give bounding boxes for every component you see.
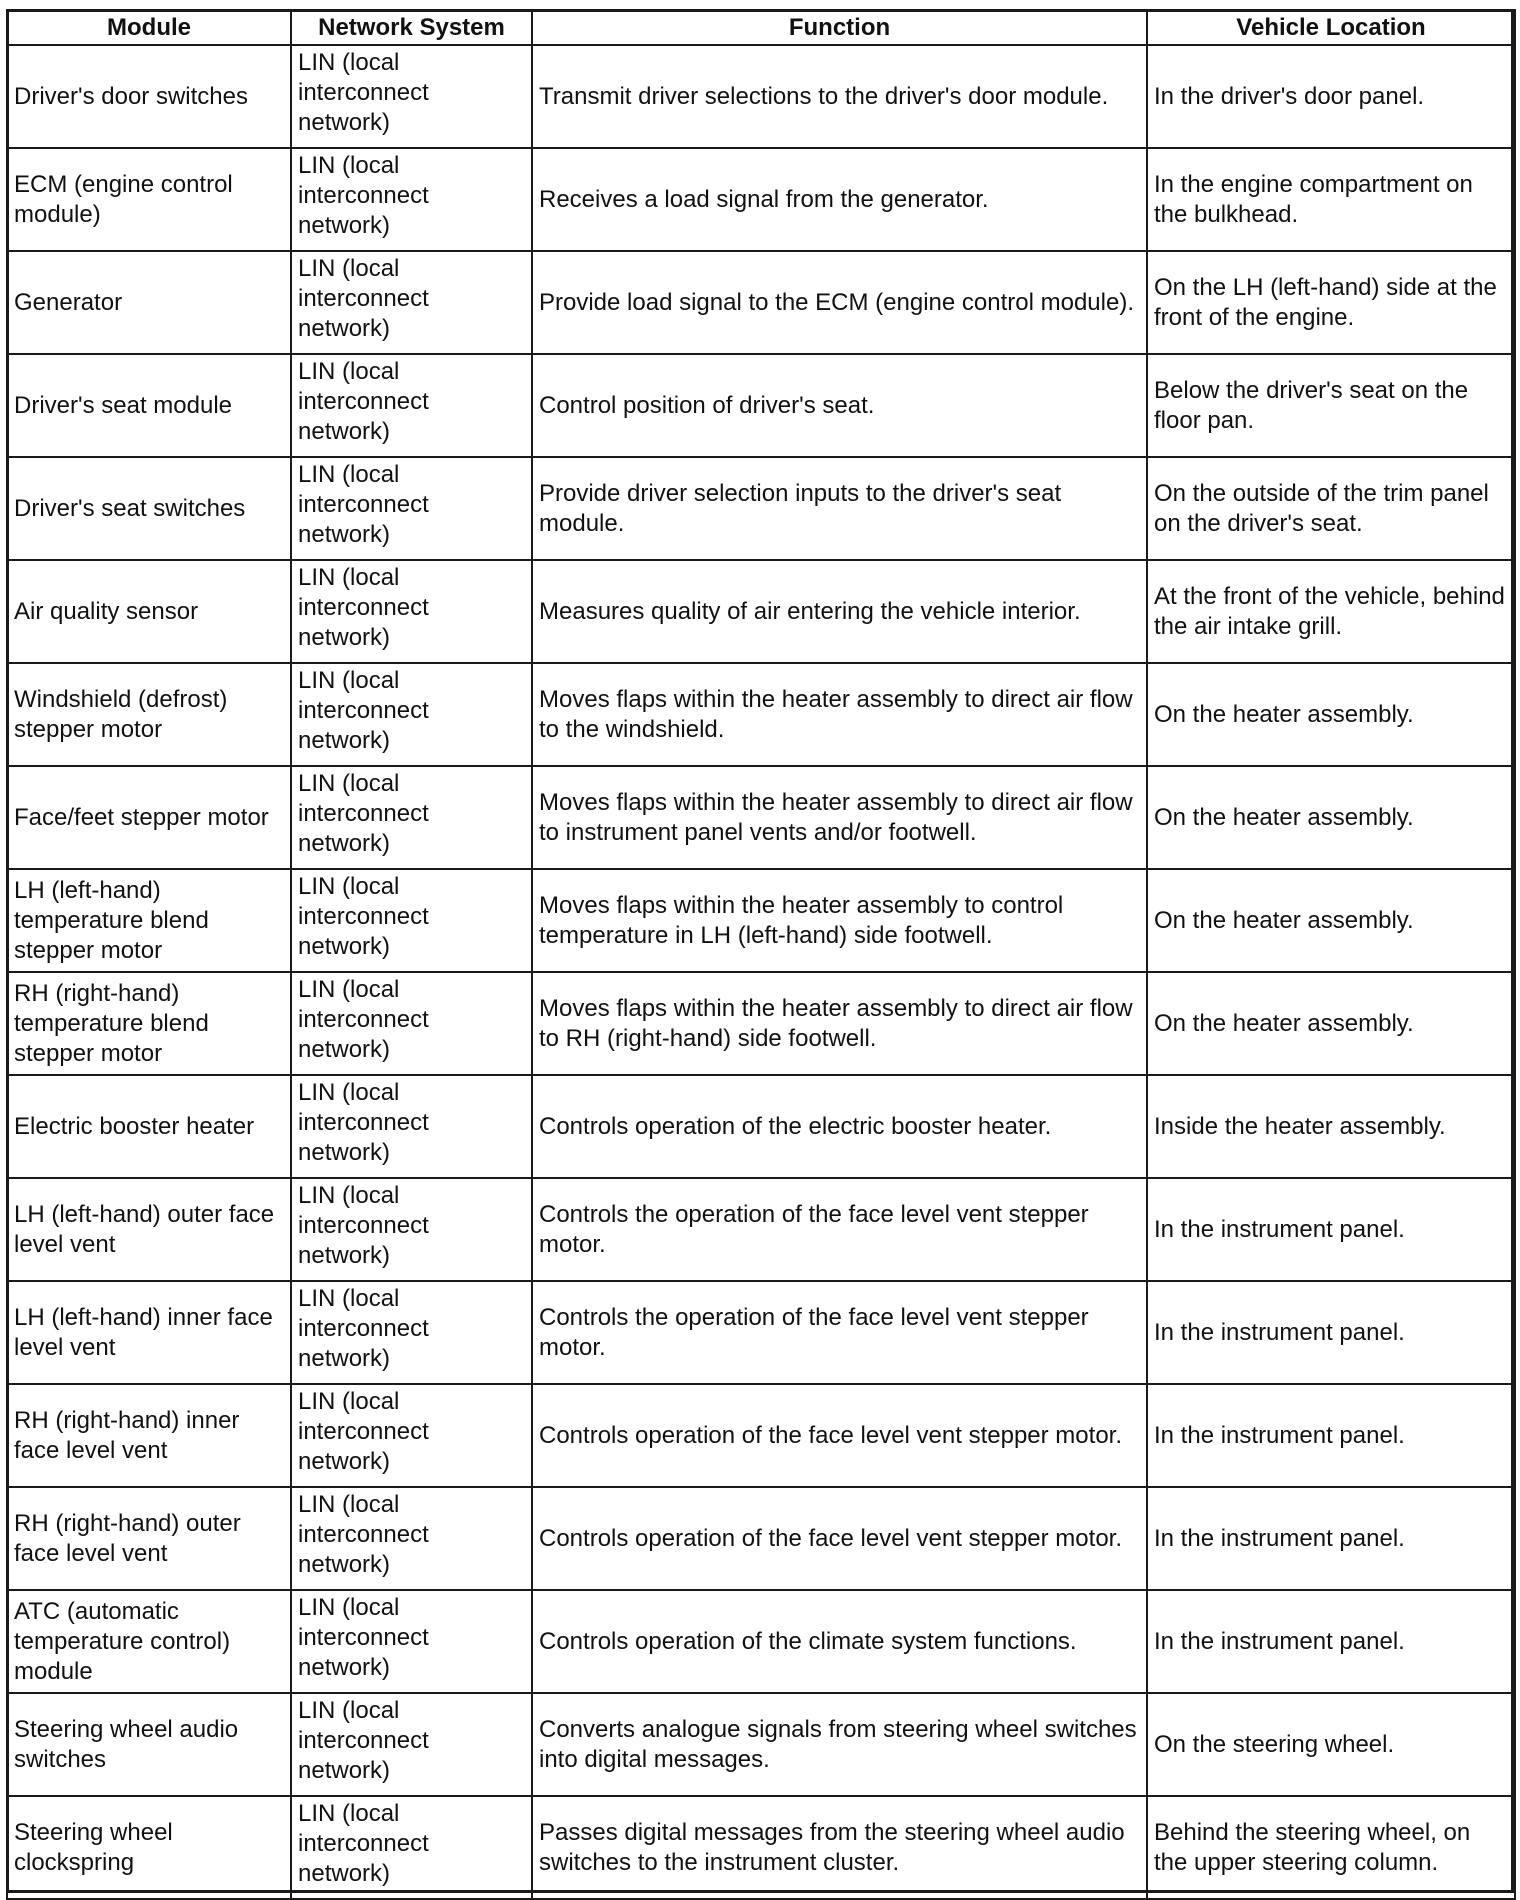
cell-module: ECM (engine control module) — [7, 148, 291, 251]
cell-vehicle-location: On the heater assembly. — [1147, 663, 1515, 766]
cell-network-system: LIN (local interconnect network) — [291, 663, 532, 766]
cell-vehicle-location: In the instrument panel. — [1147, 1384, 1515, 1487]
cell-module: RH (right-hand) inner face level vent — [7, 1384, 291, 1487]
cell-vehicle-location: In the driver's door panel. — [1147, 45, 1515, 148]
cell-function: Converts analogue signals from steering wheel switches into digital messages. — [532, 1693, 1147, 1796]
cell-network-system: LIN (local interconnect network) — [291, 251, 532, 354]
cell-function: Transmit driver selections to the driver's door module. — [532, 45, 1147, 148]
table-row — [7, 1178, 1515, 1281]
cell-network-system: LIN (local interconnect network) — [291, 1384, 532, 1487]
table-row — [7, 1590, 1515, 1693]
cell-network-system: LIN (local interconnect network) — [291, 354, 532, 457]
cell-network-system: LIN (local interconnect network) — [291, 766, 532, 869]
cell-function: Controls operation of the face level vent stepper motor. — [532, 1487, 1147, 1590]
table-row — [7, 1487, 1515, 1590]
cell-module: Windshield (defrost) stepper motor — [7, 663, 291, 766]
cell-module: Steering wheel audio switches — [7, 1693, 291, 1796]
cell-module: Driver's seat switches — [7, 457, 291, 560]
cell-vehicle-location: In the engine compartment on the bulkhead. — [1147, 148, 1515, 251]
cell-module: LH (left-hand) inner face level vent — [7, 1281, 291, 1384]
cell-network-system: LIN (local interconnect network) — [291, 560, 532, 663]
cell-function: Controls operation of the face level vent stepper motor. — [532, 1384, 1147, 1487]
cell-function: Moves flaps within the heater assembly to control temperature in LH (left-hand) side footwell. — [532, 869, 1147, 972]
cell-vehicle-location: On the LH (left-hand) side at the front of the engine. — [1147, 251, 1515, 354]
cell-module: Face/feet stepper motor — [7, 766, 291, 869]
cell-function: Provide driver selection inputs to the driver's seat module. — [532, 457, 1147, 560]
table-row — [7, 1281, 1515, 1384]
table-row — [7, 869, 1515, 972]
table-row — [7, 148, 1515, 251]
module-table — [6, 9, 1516, 1900]
cell-module: RH (right-hand) temperature blend stepper motor — [7, 972, 291, 1075]
cell-function: Receives a load signal from the generator. — [532, 148, 1147, 251]
cell-module: Air quality sensor — [7, 560, 291, 663]
cell-network-system: LIN (local interconnect network) — [291, 1487, 532, 1590]
cell-module: Driver's seat module — [7, 354, 291, 457]
cell-function: Control position of driver's seat. — [532, 354, 1147, 457]
cell-module: Driver's door switches — [7, 45, 291, 148]
cell-network-system: LIN (local interconnect network) — [291, 1796, 532, 1899]
table-row — [7, 972, 1515, 1075]
table-row — [7, 560, 1515, 663]
cell-vehicle-location: In the instrument panel. — [1147, 1590, 1515, 1693]
cell-vehicle-location: Below the driver's seat on the floor pan. — [1147, 354, 1515, 457]
cell-function: Moves flaps within the heater assembly to direct air flow to the windshield. — [532, 663, 1147, 766]
cell-function: Controls the operation of the face level vent stepper motor. — [532, 1178, 1147, 1281]
cell-function: Controls operation of the climate system functions. — [532, 1590, 1147, 1693]
cell-vehicle-location: At the front of the vehicle, behind the air intake grill. — [1147, 560, 1515, 663]
header-row — [7, 10, 1515, 45]
cell-module: Electric booster heater — [7, 1075, 291, 1178]
cell-module: ATC (automatic temperature control) module — [7, 1590, 291, 1693]
cell-network-system: LIN (local interconnect network) — [291, 972, 532, 1075]
cell-function: Moves flaps within the heater assembly to direct air flow to RH (right-hand) side footwell. — [532, 972, 1147, 1075]
table-row — [7, 1075, 1515, 1178]
header-module: Module — [7, 10, 291, 45]
table-row — [7, 663, 1515, 766]
cell-function: Controls operation of the electric booster heater. — [532, 1075, 1147, 1178]
table-row — [7, 251, 1515, 354]
cell-network-system: LIN (local interconnect network) — [291, 1075, 532, 1178]
cell-module: Steering wheel clockspring — [7, 1796, 291, 1899]
cell-vehicle-location: In the instrument panel. — [1147, 1281, 1515, 1384]
cell-network-system: LIN (local interconnect network) — [291, 869, 532, 972]
header-function: Function — [532, 10, 1147, 45]
cell-vehicle-location: On the heater assembly. — [1147, 869, 1515, 972]
cell-vehicle-location: Inside the heater assembly. — [1147, 1075, 1515, 1178]
cell-function: Passes digital messages from the steering wheel audio switches to the instrument cluster. — [532, 1796, 1147, 1899]
cell-vehicle-location: Behind the steering wheel, on the upper steering column. — [1147, 1796, 1515, 1899]
cell-function: Provide load signal to the ECM (engine control module). — [532, 251, 1147, 354]
cell-network-system: LIN (local interconnect network) — [291, 1281, 532, 1384]
cell-vehicle-location: On the outside of the trim panel on the driver's seat. — [1147, 457, 1515, 560]
cell-network-system: LIN (local interconnect network) — [291, 457, 532, 560]
cell-function: Measures quality of air entering the vehicle interior. — [532, 560, 1147, 663]
cell-module: LH (left-hand) temperature blend stepper motor — [7, 869, 291, 972]
table-row — [7, 354, 1515, 457]
cell-module: RH (right-hand) outer face level vent — [7, 1487, 291, 1590]
cell-vehicle-location: In the instrument panel. — [1147, 1487, 1515, 1590]
table-body — [7, 45, 1515, 1899]
cell-network-system: LIN (local interconnect network) — [291, 148, 532, 251]
cell-network-system: LIN (local interconnect network) — [291, 45, 532, 148]
cell-vehicle-location: On the heater assembly. — [1147, 972, 1515, 1075]
cell-function: Controls the operation of the face level vent stepper motor. — [532, 1281, 1147, 1384]
table-row — [7, 1796, 1515, 1899]
cell-vehicle-location: In the instrument panel. — [1147, 1178, 1515, 1281]
cell-module: LH (left-hand) outer face level vent — [7, 1178, 291, 1281]
cell-network-system: LIN (local interconnect network) — [291, 1178, 532, 1281]
table-row — [7, 1384, 1515, 1487]
header-vehicle-location: Vehicle Location — [1147, 10, 1515, 45]
table-row — [7, 45, 1515, 148]
cell-network-system: LIN (local interconnect network) — [291, 1693, 532, 1796]
cell-function: Moves flaps within the heater assembly to direct air flow to instrument panel vents and/or footwell. — [532, 766, 1147, 869]
cell-vehicle-location: On the heater assembly. — [1147, 766, 1515, 869]
cell-network-system: LIN (local interconnect network) — [291, 1590, 532, 1693]
header-network-system: Network System — [291, 10, 532, 45]
cell-module: Generator — [7, 251, 291, 354]
cell-vehicle-location: On the steering wheel. — [1147, 1693, 1515, 1796]
table-row — [7, 766, 1515, 869]
table-row — [7, 1693, 1515, 1796]
table-row — [7, 457, 1515, 560]
